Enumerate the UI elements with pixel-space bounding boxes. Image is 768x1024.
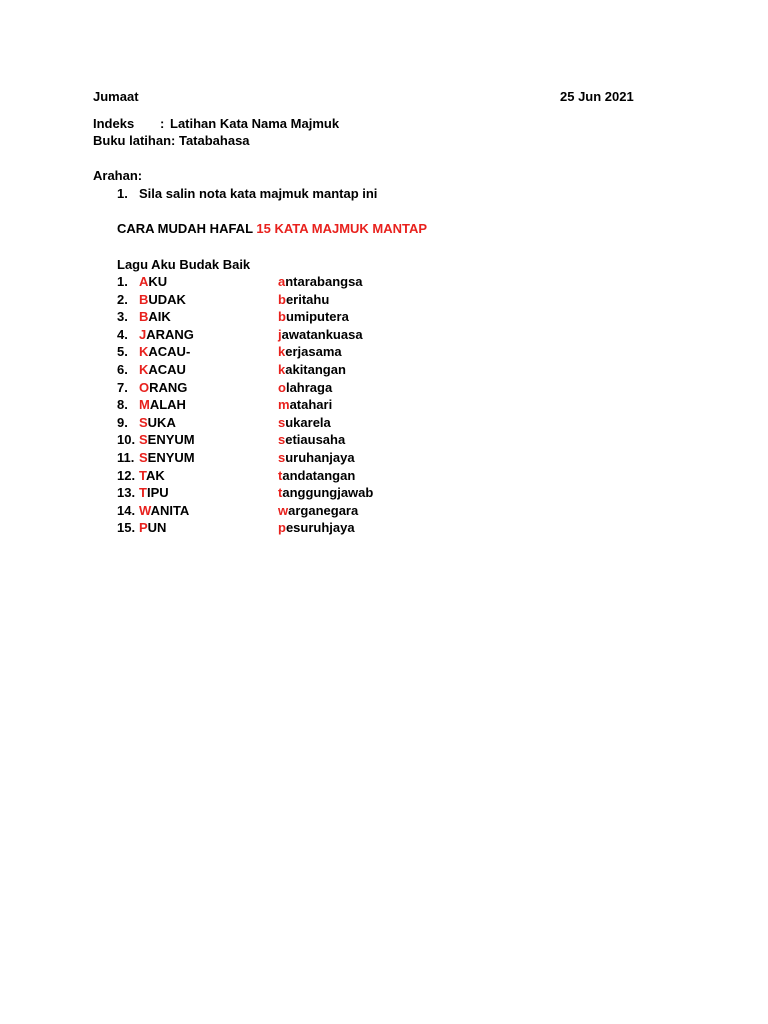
list-item-word bbox=[139, 308, 171, 326]
word-rest: UN bbox=[147, 520, 167, 536]
list-item-number: 4. bbox=[117, 326, 128, 342]
instruction-number: 1. bbox=[117, 186, 128, 201]
list-item bbox=[117, 502, 537, 520]
list-item-word bbox=[139, 326, 194, 344]
compound-rest: erjasama bbox=[285, 344, 342, 360]
list-item-compound bbox=[278, 308, 349, 326]
list-item-word bbox=[139, 343, 190, 361]
list-item-number: 8. bbox=[117, 397, 128, 413]
compound-initial: o bbox=[278, 379, 286, 395]
word-initial: K bbox=[139, 361, 149, 377]
word-initial: P bbox=[139, 520, 148, 536]
list-item-word bbox=[139, 379, 187, 397]
list-item bbox=[117, 484, 537, 502]
compound-rest: esuruhjaya bbox=[285, 520, 355, 536]
list-item bbox=[117, 396, 537, 414]
list-item-word bbox=[139, 361, 186, 379]
list-item bbox=[117, 361, 537, 379]
word-rest: ANITA bbox=[150, 502, 190, 518]
list-item bbox=[117, 291, 537, 309]
compound-rest: lahraga bbox=[285, 379, 333, 395]
list-item-number: 10. bbox=[117, 432, 136, 448]
compound-initial: b bbox=[278, 291, 286, 307]
list-item bbox=[117, 273, 537, 291]
list-item-word bbox=[139, 449, 195, 467]
compound-rest: ntarabangsa bbox=[285, 274, 363, 289]
list-item-number: 3. bbox=[117, 309, 128, 325]
list-item-compound bbox=[278, 484, 373, 502]
word-rest: RANG bbox=[149, 379, 188, 395]
compound-initial: t bbox=[278, 485, 283, 501]
list-item-number: 5. bbox=[117, 344, 128, 360]
word-rest: UDAK bbox=[148, 291, 186, 307]
word-rest: UKA bbox=[147, 414, 176, 430]
word-rest: ALAH bbox=[149, 397, 186, 413]
word-initial: M bbox=[139, 397, 150, 413]
list-item-word bbox=[139, 519, 166, 537]
word-rest: ENYUM bbox=[147, 449, 195, 465]
list-item-compound bbox=[278, 396, 332, 414]
list-item-compound bbox=[278, 449, 355, 467]
list-item-number: 14. bbox=[117, 502, 136, 518]
compound-rest: umiputera bbox=[285, 309, 349, 325]
compound-initial: a bbox=[278, 274, 286, 289]
list-item bbox=[117, 414, 537, 432]
compound-initial: w bbox=[278, 502, 289, 518]
list-item bbox=[117, 326, 537, 344]
word-rest: KU bbox=[148, 274, 168, 289]
list-item bbox=[117, 431, 537, 449]
word-initial: S bbox=[139, 414, 148, 430]
compound-rest: anggungjawab bbox=[282, 485, 374, 501]
list-item-compound bbox=[278, 343, 342, 361]
word-rest: ENYUM bbox=[147, 432, 195, 448]
word-initial: B bbox=[139, 291, 149, 307]
list-item-word bbox=[139, 273, 167, 291]
day-label: Jumaat bbox=[93, 89, 139, 104]
list-item-compound bbox=[278, 519, 355, 537]
list-item bbox=[117, 449, 537, 467]
compound-initial: t bbox=[278, 467, 283, 483]
compound-rest: eritahu bbox=[285, 291, 330, 307]
compound-initial: s bbox=[278, 432, 286, 448]
word-list bbox=[117, 273, 537, 537]
compound-rest: etiausaha bbox=[285, 432, 346, 448]
list-item-word bbox=[139, 396, 186, 414]
word-initial: T bbox=[139, 467, 146, 483]
list-item-number: 9. bbox=[117, 414, 128, 430]
word-initial: O bbox=[139, 379, 150, 395]
list-item-number: 6. bbox=[117, 361, 128, 377]
list-item bbox=[117, 308, 537, 326]
book-row bbox=[93, 132, 250, 149]
compound-rest: andatangan bbox=[282, 467, 356, 483]
list-item-word bbox=[139, 414, 176, 432]
compound-rest: uruhanjaya bbox=[285, 449, 355, 465]
list-item-number: 7. bbox=[117, 379, 128, 395]
list-item-number: 12. bbox=[117, 467, 136, 483]
list-item-compound bbox=[278, 431, 345, 449]
word-rest: IPU bbox=[146, 485, 169, 501]
word-initial: B bbox=[139, 309, 149, 325]
list-item-word bbox=[139, 502, 189, 520]
compound-rest: atahari bbox=[289, 397, 333, 413]
compound-initial: j bbox=[278, 326, 282, 342]
index-separator: : bbox=[160, 116, 165, 131]
word-initial: K bbox=[139, 344, 149, 360]
list-item-number: 1. bbox=[117, 274, 128, 289]
word-initial: S bbox=[139, 449, 148, 465]
book-value: Tatabahasa bbox=[178, 133, 250, 148]
compound-initial: k bbox=[278, 344, 286, 360]
list-item bbox=[117, 519, 537, 537]
compound-rest: arganegara bbox=[288, 502, 359, 518]
list-item-number: 15. bbox=[117, 520, 136, 536]
list-item-compound bbox=[278, 467, 355, 485]
compound-rest: ukarela bbox=[285, 414, 331, 430]
list-item-word bbox=[139, 291, 186, 309]
list-item-compound bbox=[278, 273, 363, 291]
instructions-label: Arahan: bbox=[93, 168, 143, 183]
song-title: Lagu Aku Budak Baik bbox=[117, 257, 251, 272]
list-item bbox=[117, 467, 537, 485]
index-label: Indeks bbox=[93, 116, 135, 131]
word-rest: ACAU bbox=[148, 361, 186, 377]
list-item-compound bbox=[278, 502, 358, 520]
word-initial: T bbox=[139, 485, 147, 501]
list-item-compound bbox=[278, 414, 331, 432]
word-initial: S bbox=[139, 432, 148, 448]
compound-initial: s bbox=[278, 414, 286, 430]
heading-highlight: 15 KATA MAJMUK MANTAP bbox=[256, 221, 428, 236]
word-rest: ARANG bbox=[146, 326, 194, 342]
word-rest: ACAU- bbox=[148, 344, 191, 360]
compound-initial: p bbox=[278, 520, 286, 536]
section-heading bbox=[117, 220, 427, 237]
list-item-word bbox=[139, 484, 169, 502]
instruction-text: Sila salin nota kata majmuk mantap ini bbox=[139, 186, 378, 201]
list-item bbox=[117, 343, 537, 361]
list-item-word bbox=[139, 431, 195, 449]
compound-rest: akitangan bbox=[285, 361, 346, 377]
list-item-compound bbox=[278, 379, 332, 397]
list-item-compound bbox=[278, 326, 363, 344]
list-item-compound bbox=[278, 361, 346, 379]
index-value: Latihan Kata Nama Majmuk bbox=[170, 116, 340, 131]
compound-initial: b bbox=[278, 309, 286, 325]
word-initial: J bbox=[139, 326, 147, 342]
word-initial: W bbox=[139, 502, 151, 518]
word-initial: A bbox=[139, 274, 149, 289]
compound-initial: k bbox=[278, 361, 286, 377]
list-item-word bbox=[139, 467, 165, 485]
list-item-number: 2. bbox=[117, 291, 128, 307]
compound-initial: m bbox=[278, 397, 290, 413]
compound-rest: awatankuasa bbox=[281, 326, 363, 342]
list-item bbox=[117, 379, 537, 397]
word-rest: AIK bbox=[148, 309, 171, 325]
list-item-number: 11. bbox=[117, 449, 135, 465]
date-label: 25 Jun 2021 bbox=[560, 89, 634, 104]
compound-initial: s bbox=[278, 449, 286, 465]
word-rest: AK bbox=[145, 467, 165, 483]
heading-prefix: CARA MUDAH HAFAL bbox=[117, 221, 257, 236]
list-item-compound bbox=[278, 291, 329, 309]
list-item-number: 13. bbox=[117, 485, 136, 501]
book-label: Buku latihan: bbox=[93, 133, 176, 148]
